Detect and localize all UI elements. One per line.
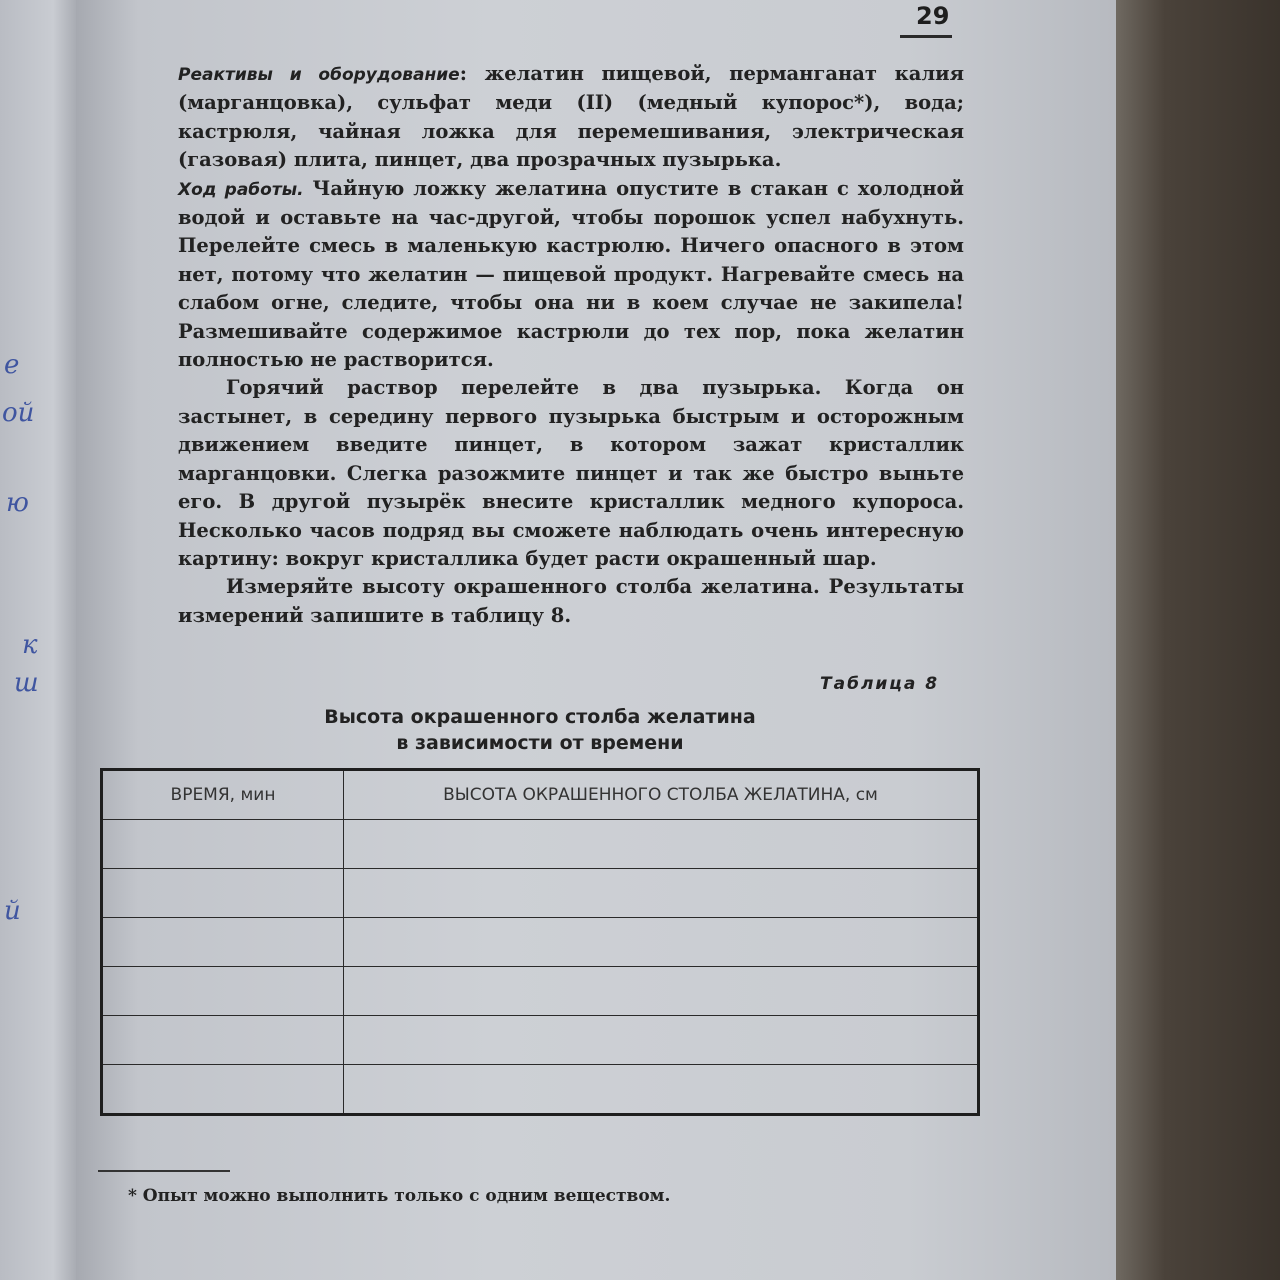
table-cell[interactable] <box>344 1016 979 1065</box>
table-header-row <box>102 770 979 820</box>
table-cell[interactable] <box>102 1065 344 1115</box>
table-label: Таблица 8 <box>820 674 940 694</box>
table-cell[interactable] <box>344 1065 979 1115</box>
handwriting-mark: ю <box>6 488 29 518</box>
footnote: * Опыт можно выполнить только с одним веществом. <box>128 1186 671 1206</box>
table-cell[interactable] <box>344 967 979 1016</box>
handwriting-mark: ой <box>2 398 35 428</box>
procedure-paragraph <box>178 175 964 375</box>
table-row <box>102 1016 979 1065</box>
footnote-divider <box>98 1170 230 1172</box>
handwriting-mark: к <box>22 630 38 660</box>
table-cell[interactable] <box>102 918 344 967</box>
measurement-table <box>100 768 980 1116</box>
table-cell[interactable] <box>102 869 344 918</box>
reagents-paragraph <box>178 60 964 175</box>
table-row <box>102 869 979 918</box>
page-edge-shadow <box>1116 0 1280 1280</box>
table-cell[interactable] <box>102 967 344 1016</box>
reagents-label: Реактивы и оборудование <box>178 65 460 85</box>
page-number: 29 <box>916 2 950 30</box>
handwriting-mark: е <box>4 350 20 380</box>
table-title-line-1: Высота окрашенного столба желатина <box>324 706 756 728</box>
table-title-line-2: в зависимости от времени <box>396 732 684 754</box>
table-cell[interactable] <box>344 918 979 967</box>
paragraph-2: Горячий раствор перелейте в два пузырька. Когда он застынет, в середину первого пузырька быстрым и осторожным движением введите пинцет, в котором зажат кристаллик марганцовки. Слегка разожмите пинцет и так же быстро выньте его. В другой пузырёк внесите кристаллик медного купороса. Несколько часов подряд вы сможете наблюдать очень интересную картину: вокруг кристаллика будет расти окрашенный шар. <box>178 376 964 570</box>
header-time: ВРЕМЯ, мин <box>102 770 344 820</box>
table-row <box>102 967 979 1016</box>
handwriting-mark: й <box>4 896 21 926</box>
table-cell[interactable] <box>344 869 979 918</box>
table-row <box>102 918 979 967</box>
procedure-label: Ход работы. <box>178 179 304 200</box>
table-cell[interactable] <box>344 820 979 869</box>
procedure-text: Чайную ложку желатина опустите в стакан с холодной водой и оставьте на час-другой, чтобы порошок успел набухнуть. Перелейте смесь в маленькую кастрюлю. Ничего опасного в этом нет, потому что желатин — пищевой продукт. Нагревайте смесь на слабом огне, следите, чтобы она ни в коем случае не закипела! Размешивайте содержимое кастрюли до тех пор, пока желатин полностью не растворится. <box>178 176 964 372</box>
page-number-underline <box>900 35 952 38</box>
body-text <box>178 60 964 630</box>
table-row <box>102 1065 979 1115</box>
table-cell[interactable] <box>102 820 344 869</box>
left-page-edge <box>0 0 76 1280</box>
paragraph-3: Измеряйте высоту окрашенного столба желатина. Результаты измерений запишите в таблицу 8. <box>178 575 964 627</box>
table-cell[interactable] <box>102 1016 344 1065</box>
header-height: ВЫСОТА ОКРАШЕННОГО СТОЛБА ЖЕЛАТИНА, см <box>344 770 979 820</box>
handwriting-mark: ш <box>14 668 39 698</box>
table-row <box>102 820 979 869</box>
reagents-text: : желатин пищевой, перманганат калия (марганцовка), сульфат меди (II) (медный купорос*), вода; кастрюля, чайная ложка для перемешивания, электрическая (газовая) плита, пинцет, два прозрачных пузырька. <box>178 62 964 172</box>
table-title <box>240 704 840 756</box>
